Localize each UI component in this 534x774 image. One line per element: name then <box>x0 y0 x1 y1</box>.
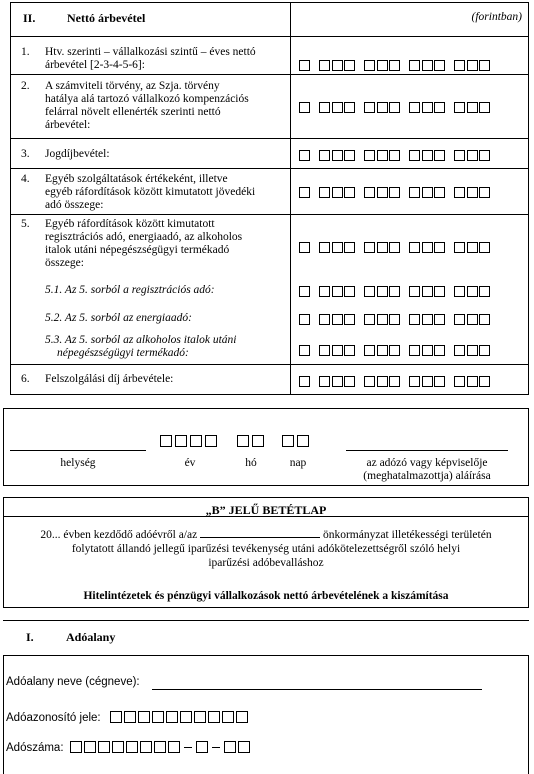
separator <box>3 620 529 621</box>
digit-box[interactable] <box>299 102 310 113</box>
row-number: 3. <box>21 148 30 160</box>
digit-box[interactable] <box>389 376 400 387</box>
digit-box[interactable] <box>434 102 445 113</box>
digit-box[interactable] <box>409 345 420 356</box>
digit-box[interactable] <box>389 242 400 253</box>
digit-group[interactable] <box>454 102 490 113</box>
amount-boxes[interactable] <box>299 59 499 71</box>
table-row <box>11 214 528 275</box>
digit-box[interactable] <box>389 187 400 198</box>
digit-box[interactable] <box>409 286 420 297</box>
place-field[interactable] <box>10 450 146 451</box>
digit-group[interactable] <box>454 187 490 198</box>
row-number: 5. <box>21 218 30 230</box>
unit-label: (forintban) <box>471 11 522 23</box>
digit-group[interactable] <box>299 314 310 325</box>
digit-box[interactable] <box>377 345 388 356</box>
digit-box[interactable] <box>377 150 388 161</box>
digit-box[interactable] <box>344 314 355 325</box>
digit-box[interactable] <box>422 102 433 113</box>
digit-box[interactable] <box>409 242 420 253</box>
digit-group[interactable] <box>454 314 490 325</box>
amount-boxes[interactable] <box>299 101 499 113</box>
table-row <box>11 275 528 307</box>
digit-box[interactable] <box>332 60 343 71</box>
digit-box[interactable] <box>409 60 420 71</box>
digit-group[interactable] <box>299 345 310 356</box>
digit-box[interactable] <box>299 242 310 253</box>
digit-box[interactable] <box>467 345 478 356</box>
digit-box[interactable] <box>332 345 343 356</box>
digit-box[interactable] <box>454 150 465 161</box>
digit-group[interactable] <box>364 150 400 161</box>
digit-box[interactable] <box>332 150 343 161</box>
digit-box[interactable] <box>344 102 355 113</box>
b-title: „B” JELŰ BETÉTLAP <box>205 503 327 517</box>
digit-group[interactable] <box>319 102 355 113</box>
digit-box[interactable] <box>434 150 445 161</box>
month-label: hó <box>245 457 257 469</box>
digit-box[interactable] <box>332 314 343 325</box>
digit-box[interactable] <box>389 314 400 325</box>
digit-group[interactable] <box>319 345 355 356</box>
digit-group[interactable] <box>409 150 445 161</box>
taxnum-boxes[interactable] <box>70 741 250 753</box>
digit-box[interactable] <box>454 242 465 253</box>
place-label: helység <box>60 457 96 469</box>
digit-box[interactable] <box>364 60 375 71</box>
digit-box[interactable] <box>422 187 433 198</box>
digit-group[interactable] <box>454 376 490 387</box>
digit-group[interactable] <box>454 60 490 71</box>
amount-boxes[interactable] <box>299 241 499 253</box>
digit-box[interactable] <box>319 314 330 325</box>
digit-box[interactable] <box>454 187 465 198</box>
day-boxes[interactable] <box>282 435 309 447</box>
digit-box[interactable] <box>467 242 478 253</box>
digit-box[interactable] <box>299 187 310 198</box>
digit-box[interactable] <box>299 345 310 356</box>
digit-group[interactable] <box>364 60 400 71</box>
digit-group[interactable] <box>454 345 490 356</box>
digit-group[interactable] <box>299 102 310 113</box>
digit-box[interactable] <box>364 376 375 387</box>
digit-box[interactable] <box>364 314 375 325</box>
name-field[interactable] <box>152 689 482 690</box>
row-number: 1. <box>21 46 30 58</box>
digit-box[interactable] <box>299 314 310 325</box>
table-row <box>11 364 528 396</box>
digit-box[interactable] <box>389 345 400 356</box>
digit-box[interactable] <box>422 150 433 161</box>
digit-box[interactable] <box>479 150 490 161</box>
digit-box[interactable] <box>454 286 465 297</box>
digit-box[interactable] <box>364 102 375 113</box>
table-row <box>11 36 528 74</box>
digit-box[interactable] <box>422 60 433 71</box>
digit-box[interactable] <box>479 60 490 71</box>
digit-box[interactable] <box>454 345 465 356</box>
digit-box[interactable] <box>454 102 465 113</box>
digit-box[interactable] <box>467 286 478 297</box>
amount-boxes[interactable] <box>299 285 499 297</box>
digit-box[interactable] <box>389 150 400 161</box>
section-title: Nettó árbevétel <box>67 11 146 25</box>
digit-group[interactable] <box>409 345 445 356</box>
digit-group[interactable] <box>454 286 490 297</box>
row-number: 6. <box>21 373 30 385</box>
row-label: Htv. szerinti – vállalkozási szintű – éves nettó árbevétel [2-3-4-5-6]: <box>45 46 256 71</box>
digit-box[interactable] <box>422 314 433 325</box>
digit-group[interactable] <box>364 345 400 356</box>
digit-box[interactable] <box>389 102 400 113</box>
digit-box[interactable] <box>299 376 310 387</box>
digit-box[interactable] <box>377 187 388 198</box>
digit-box[interactable] <box>299 150 310 161</box>
digit-group[interactable] <box>319 376 355 387</box>
digit-box[interactable] <box>377 376 388 387</box>
digit-box[interactable] <box>299 60 310 71</box>
digit-group[interactable] <box>364 102 400 113</box>
digit-box[interactable] <box>422 242 433 253</box>
digit-box[interactable] <box>319 150 330 161</box>
digit-box[interactable] <box>454 314 465 325</box>
digit-group[interactable] <box>409 286 445 297</box>
b-insert-block <box>3 497 529 608</box>
digit-box[interactable] <box>332 102 343 113</box>
taxid-label: Adóazonosító jele: <box>6 712 101 724</box>
digit-box[interactable] <box>319 187 330 198</box>
digit-group[interactable] <box>299 242 310 253</box>
digit-box[interactable] <box>409 187 420 198</box>
digit-box[interactable] <box>319 376 330 387</box>
table-row <box>11 138 528 168</box>
digit-box[interactable] <box>377 102 388 113</box>
digit-group[interactable] <box>364 242 400 253</box>
digit-box[interactable] <box>434 345 445 356</box>
digit-box[interactable] <box>319 242 330 253</box>
table-row <box>11 307 528 331</box>
digit-box[interactable] <box>344 345 355 356</box>
row-label: Jogdíjbevétel: <box>45 148 110 160</box>
digit-box[interactable] <box>434 187 445 198</box>
digit-box[interactable] <box>434 242 445 253</box>
amount-boxes[interactable] <box>299 186 499 198</box>
digit-group[interactable] <box>299 376 310 387</box>
digit-box[interactable] <box>409 102 420 113</box>
digit-box[interactable] <box>454 60 465 71</box>
digit-box[interactable] <box>467 314 478 325</box>
day-label: nap <box>289 457 307 469</box>
digit-box[interactable] <box>344 286 355 297</box>
digit-group[interactable] <box>299 60 310 71</box>
digit-box[interactable] <box>479 345 490 356</box>
digit-group[interactable] <box>409 60 445 71</box>
digit-box[interactable] <box>319 286 330 297</box>
amount-boxes[interactable] <box>299 149 499 161</box>
digit-box[interactable] <box>479 286 490 297</box>
section1-number: I. <box>26 630 34 644</box>
name-label: Adóalany neve (cégneve): <box>6 676 140 688</box>
digit-group[interactable] <box>319 314 355 325</box>
digit-box[interactable] <box>389 60 400 71</box>
digit-box[interactable] <box>434 314 445 325</box>
section-number: II. <box>23 11 36 25</box>
row-label: 5.3. Az 5. sorból az alkoholos italok utáni népegészségügyi termékadó: <box>45 334 237 359</box>
b-description: 20... évben kezdődő adóévről a/az önkormányzat illetékességi területén folytatott állandó jellegű iparűzési tevékenység utáni adókötelezettségről szóló helyi iparűzési adóbevalláshoz <box>40 529 492 569</box>
digit-box[interactable] <box>467 376 478 387</box>
taxpayer-block <box>3 655 529 774</box>
digit-box[interactable] <box>332 242 343 253</box>
digit-group[interactable] <box>409 376 445 387</box>
digit-box[interactable] <box>409 376 420 387</box>
row-number: 2. <box>21 80 30 92</box>
digit-group[interactable] <box>364 376 400 387</box>
digit-box[interactable] <box>422 286 433 297</box>
row-label: 5.1. Az 5. sorból a regisztrációs adó: <box>45 284 215 296</box>
divider <box>4 516 528 517</box>
digit-box[interactable] <box>434 286 445 297</box>
digit-box[interactable] <box>479 102 490 113</box>
digit-box[interactable] <box>319 60 330 71</box>
digit-box[interactable] <box>409 150 420 161</box>
digit-box[interactable] <box>377 60 388 71</box>
digit-box[interactable] <box>344 60 355 71</box>
digit-group[interactable] <box>409 187 445 198</box>
digit-box[interactable] <box>344 242 355 253</box>
amount-boxes[interactable] <box>299 344 499 356</box>
digit-box[interactable] <box>434 60 445 71</box>
digit-group[interactable] <box>364 187 400 198</box>
digit-box[interactable] <box>409 314 420 325</box>
digit-box[interactable] <box>467 102 478 113</box>
digit-box[interactable] <box>377 314 388 325</box>
table-row <box>11 331 528 364</box>
signature-label: az adózó vagy képviselője (meghatalmazottja) aláírása <box>363 457 491 482</box>
amount-boxes[interactable] <box>299 313 499 325</box>
digit-box[interactable] <box>332 187 343 198</box>
table-row <box>11 74 528 138</box>
digit-group[interactable] <box>454 150 490 161</box>
table-row <box>11 168 528 214</box>
digit-group[interactable] <box>319 242 355 253</box>
month-boxes[interactable] <box>237 435 264 447</box>
digit-box[interactable] <box>319 345 330 356</box>
digit-group[interactable] <box>319 286 355 297</box>
digit-group[interactable] <box>319 60 355 71</box>
digit-box[interactable] <box>467 187 478 198</box>
digit-group[interactable] <box>364 286 400 297</box>
row-label: A számviteli törvény, az Szja. törvény hatálya alá tartozó vállalkozó kompenzációs felárral növelt ellenérték szerinti nettó árbevétel: <box>45 80 249 131</box>
row-number: 4. <box>21 173 30 185</box>
digit-group[interactable] <box>409 242 445 253</box>
digit-group[interactable] <box>319 150 355 161</box>
digit-box[interactable] <box>479 242 490 253</box>
taxid-boxes[interactable] <box>110 711 248 723</box>
digit-box[interactable] <box>344 376 355 387</box>
digit-box[interactable] <box>364 345 375 356</box>
digit-group[interactable] <box>299 150 310 161</box>
b-subtitle: Hitelintézetek és pénzügyi vállalkozások nettó árbevételének a kiszámítása <box>83 590 449 602</box>
digit-box[interactable] <box>344 187 355 198</box>
digit-group[interactable] <box>364 314 400 325</box>
row-label: Egyéb ráfordítások között kimutatott regisztrációs adó, energiaadó, az alkoholos italok utáni népegészségügyi termékadó összege: <box>45 218 243 269</box>
digit-box[interactable] <box>434 376 445 387</box>
digit-box[interactable] <box>467 60 478 71</box>
digit-box[interactable] <box>377 286 388 297</box>
digit-group[interactable] <box>409 102 445 113</box>
digit-group[interactable] <box>319 187 355 198</box>
digit-box[interactable] <box>364 242 375 253</box>
digit-box[interactable] <box>332 376 343 387</box>
digit-box[interactable] <box>364 150 375 161</box>
net-revenue-table <box>10 2 529 395</box>
section1-title: Adóalany <box>66 630 116 644</box>
amount-boxes[interactable] <box>299 375 499 387</box>
signature-field[interactable] <box>346 450 508 451</box>
signature-block <box>3 408 529 486</box>
year-label: év <box>184 457 196 469</box>
digit-box[interactable] <box>467 150 478 161</box>
digit-box[interactable] <box>364 187 375 198</box>
digit-box[interactable] <box>479 187 490 198</box>
taxnum-label: Adószáma: <box>6 742 64 754</box>
row-label: Egyéb szolgáltatások értékeként, illetve egyéb ráfordítások között kimutatott jövedéki adó összege: <box>45 173 256 211</box>
year-boxes[interactable] <box>160 435 217 447</box>
digit-box[interactable] <box>364 286 375 297</box>
digit-box[interactable] <box>319 102 330 113</box>
digit-group[interactable] <box>454 242 490 253</box>
digit-group[interactable] <box>299 286 310 297</box>
digit-box[interactable] <box>389 286 400 297</box>
digit-box[interactable] <box>377 242 388 253</box>
digit-box[interactable] <box>479 314 490 325</box>
digit-box[interactable] <box>422 376 433 387</box>
table-header <box>11 3 528 36</box>
digit-box[interactable] <box>422 345 433 356</box>
row-label: Felszolgálási díj árbevétele: <box>45 373 174 385</box>
digit-group[interactable] <box>299 187 310 198</box>
digit-box[interactable] <box>454 376 465 387</box>
digit-group[interactable] <box>409 314 445 325</box>
digit-box[interactable] <box>344 150 355 161</box>
municipality-field[interactable] <box>200 528 320 538</box>
digit-box[interactable] <box>299 286 310 297</box>
digit-box[interactable] <box>479 376 490 387</box>
row-label: 5.2. Az 5. sorból az energiaadó: <box>45 312 192 324</box>
digit-box[interactable] <box>332 286 343 297</box>
